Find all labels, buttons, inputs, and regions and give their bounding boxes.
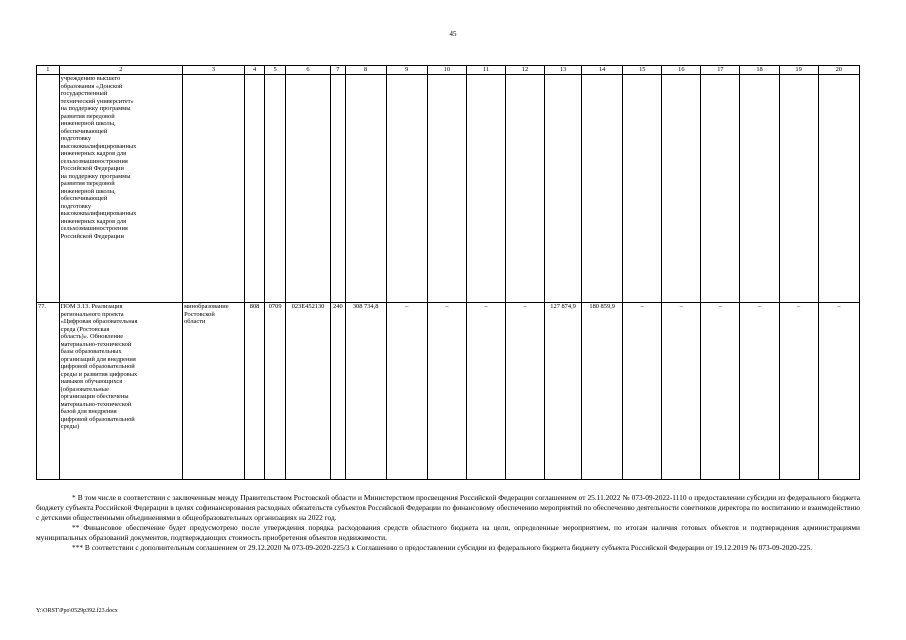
table-cell: [285, 75, 330, 303]
table-cell: –: [466, 303, 505, 480]
column-header: 12: [505, 66, 544, 75]
table-cell: –: [701, 303, 740, 480]
column-header: 16: [662, 66, 701, 75]
table-cell: [505, 75, 544, 303]
column-header: 3: [183, 66, 245, 75]
table-cell: –: [505, 303, 544, 480]
table-cell: [582, 75, 623, 303]
table-cell: 023Е452130: [285, 303, 330, 480]
column-header: 15: [623, 66, 662, 75]
table-cell: [740, 75, 779, 303]
table-cell: [779, 75, 818, 303]
table-cell: [545, 75, 582, 303]
column-header: 13: [545, 66, 582, 75]
file-path: Y:\ORST\Ppo\0529p392.f23.docx: [36, 608, 118, 614]
table-cell: –: [623, 303, 662, 480]
table-cell: –: [818, 303, 859, 480]
footnotes: [36, 493, 860, 553]
table-cell: [466, 75, 505, 303]
column-header: 6: [285, 66, 330, 75]
footnote: *** В соответствии с дополнительным соглашением от 29.12.2020 № 073-09-2020-225/3 к Соглашению о предоставлении субсидии из федерального бюджета бюджету субъекта Российской Федерации от 19.12.2019 № 073-09-2020-225.: [72, 543, 813, 552]
table-cell: [701, 75, 740, 303]
table-cell: –: [662, 303, 701, 480]
table-cell: [818, 75, 859, 303]
column-header: 9: [386, 66, 427, 75]
column-header: 5: [265, 66, 286, 75]
table-cell: 808: [244, 303, 265, 480]
column-header: 4: [244, 66, 265, 75]
table-cell: учреждению высшего образования «Донской государственный технический университет» на поддержку программы развития передовой инженерной школы, обеспечивающей подготовку высококвалифицированных инженерных кадров для сельхозмашиностроения Российской Федерации на поддержку программы развития передовой инженерной школы, обеспечивающей подготовку высококвалифицированных инженерных кадров для сельхозмашиностроения Российской Федерации: [59, 75, 182, 303]
table-cell: [331, 75, 345, 303]
column-header: 14: [582, 66, 623, 75]
table-cell: 240: [331, 303, 345, 480]
column-header: 1: [37, 66, 60, 75]
column-header: 11: [466, 66, 505, 75]
column-header: 20: [818, 66, 859, 75]
column-header: 17: [701, 66, 740, 75]
table-cell: [265, 75, 286, 303]
table-cell: 127 874,9: [545, 303, 582, 480]
column-header: 7: [331, 66, 345, 75]
table-cell: –: [779, 303, 818, 480]
responsible-executor-cell: минобразование Ростовской области: [183, 303, 245, 480]
row-number-cell: 77.: [37, 303, 60, 480]
footnote: * В том числе в соответствии с заключенным между Правительством Ростовской области и Министерством просвещения Российской Федерации соглашением от 25.11.2022 № 073-09-2022-1110 о предоставлении субсидии из федерального бюджета бюджету субъекта Российской Федерации в целях софинансирования расходных обязательств субъектов Российской Федерации по финансовому обеспечению мероприятий по обеспечению деятельности советников директора по воспитанию и взаимодействию с детскими общественными объединениями в общеобразовательных организациях на 2022 год.: [36, 493, 860, 522]
footnote: ** Финансовое обеспечение будет предусмотрено после утверждения порядка расходования средств областного бюджета на цели, определенные мероприятием, по итогам наличия готовых объектов и подтверждения администрациями муниципальных образований документов, подтверждающих стоимость приобретения объектов недвижимости.: [36, 523, 860, 542]
column-header: 8: [345, 66, 386, 75]
table-row: [37, 303, 860, 480]
table-cell: –: [427, 303, 466, 480]
budget-table: [36, 65, 860, 480]
table-cell: [623, 75, 662, 303]
table-cell: 0709: [265, 303, 286, 480]
event-name-cell: ПОМ 3.13. Реализация регионального проекта «Цифровая образовательная среда (Ростовская область)». Обновление материально-технической базы образовательных организаций для внедрения цифровой образовательной среды и развития цифровых навыков обучающихся (образовательные организации обеспечены материально-технической базой для внедрения цифровой образовательной среды): [59, 303, 182, 480]
table-cell: –: [740, 303, 779, 480]
table-cell: [183, 75, 245, 303]
table-cell: [244, 75, 265, 303]
column-header: 18: [740, 66, 779, 75]
table-row: [37, 75, 860, 303]
table-cell: [386, 75, 427, 303]
table-cell: –: [386, 303, 427, 480]
column-header: 10: [427, 66, 466, 75]
table-cell: [427, 75, 466, 303]
table-cell: [345, 75, 386, 303]
table-header-row: [37, 66, 860, 75]
table-cell: [662, 75, 701, 303]
page-number: 45: [449, 30, 457, 38]
column-header: 19: [779, 66, 818, 75]
table-cell: [37, 75, 60, 303]
column-header: 2: [59, 66, 182, 75]
table-cell: 180 859,9: [582, 303, 623, 480]
table-cell: 308 734,8: [345, 303, 386, 480]
